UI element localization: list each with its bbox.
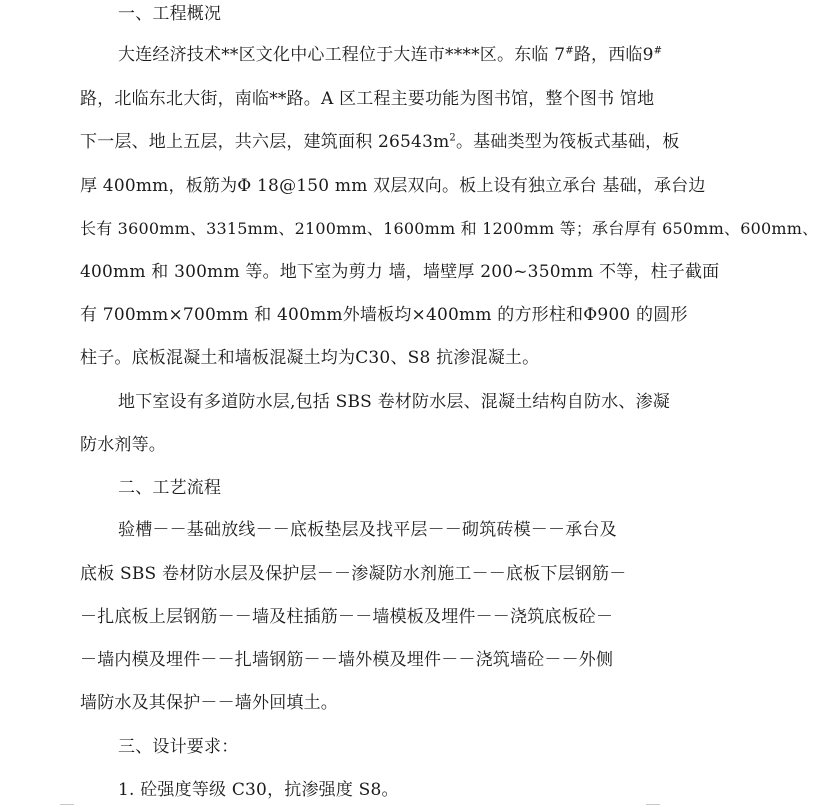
paragraph-line: 长有 3600mm、3315mm、2100mm、1600mm 和 1200mm 等；承台厚有 650mm、600mm、	[80, 219, 818, 238]
paragraph-line: －墙内模及埋件－－扎墙钢筋－－墙外模及埋件－－浇筑墙砼－－外侧	[80, 650, 614, 670]
list-item: 1. 砼强度等级 C30，抗渗强度 S8。	[118, 780, 399, 800]
paragraph-line: －扎底板上层钢筋－－墙及柱插筋－－墙模板及埋件－－浇筑底板砼－	[80, 607, 614, 627]
section-heading-requirements: 三、设计要求：	[118, 737, 239, 757]
paragraph-line: 防水剂等。	[80, 435, 166, 455]
page-corner-mark	[60, 804, 74, 805]
section-heading-process: 二、工艺流程	[118, 478, 222, 498]
paragraph-line: 大连经济技术**区文化中心工程位于大连市****区。东临 7#路，西临9#	[118, 45, 663, 65]
paragraph-line: 墙防水及其保护－－墙外回填土。	[80, 693, 338, 713]
paragraph-line: 路，北临东北大街，南临**路。A 区工程主要功能为图书馆，整个图书 馆地	[80, 89, 655, 109]
paragraph-line: 有 700mm×700mm 和 400mm外墙板均×400mm 的方形柱和Φ900 的圆形	[80, 305, 688, 325]
paragraph-line: 厚 400mm，板筋为Φ 18@150 mm 双层双向。板上设有独立承台 基础，承台边	[80, 176, 706, 196]
page-corner-mark	[646, 804, 660, 805]
paragraph-line: 400mm 和 300mm 等。地下室为剪力 墙，墙壁厚 200~350mm 不等，柱子截面	[80, 262, 720, 282]
paragraph-line: 柱子。底板混凝土和墙板混凝土均为C30、S8 抗渗混凝土。	[80, 348, 540, 368]
paragraph-line: 验槽－－基础放线－－底板垫层及找平层－－砌筑砖模－－承台及	[118, 520, 617, 540]
paragraph-line: 下一层、地上五层，共六层，建筑面积 $26543m^2$。基础类型为筏板式基础，板	[80, 132, 680, 152]
section-heading-overview: 一、工程概况	[118, 4, 222, 24]
paragraph-line: 地下室设有多道防水层,包括 SBS 卷材防水层、混凝土结构自防水、渗凝	[118, 392, 670, 412]
paragraph-line: 底板 SBS 卷材防水层及保护层－－渗凝防水剂施工－－底板下层钢筋－	[80, 564, 627, 584]
